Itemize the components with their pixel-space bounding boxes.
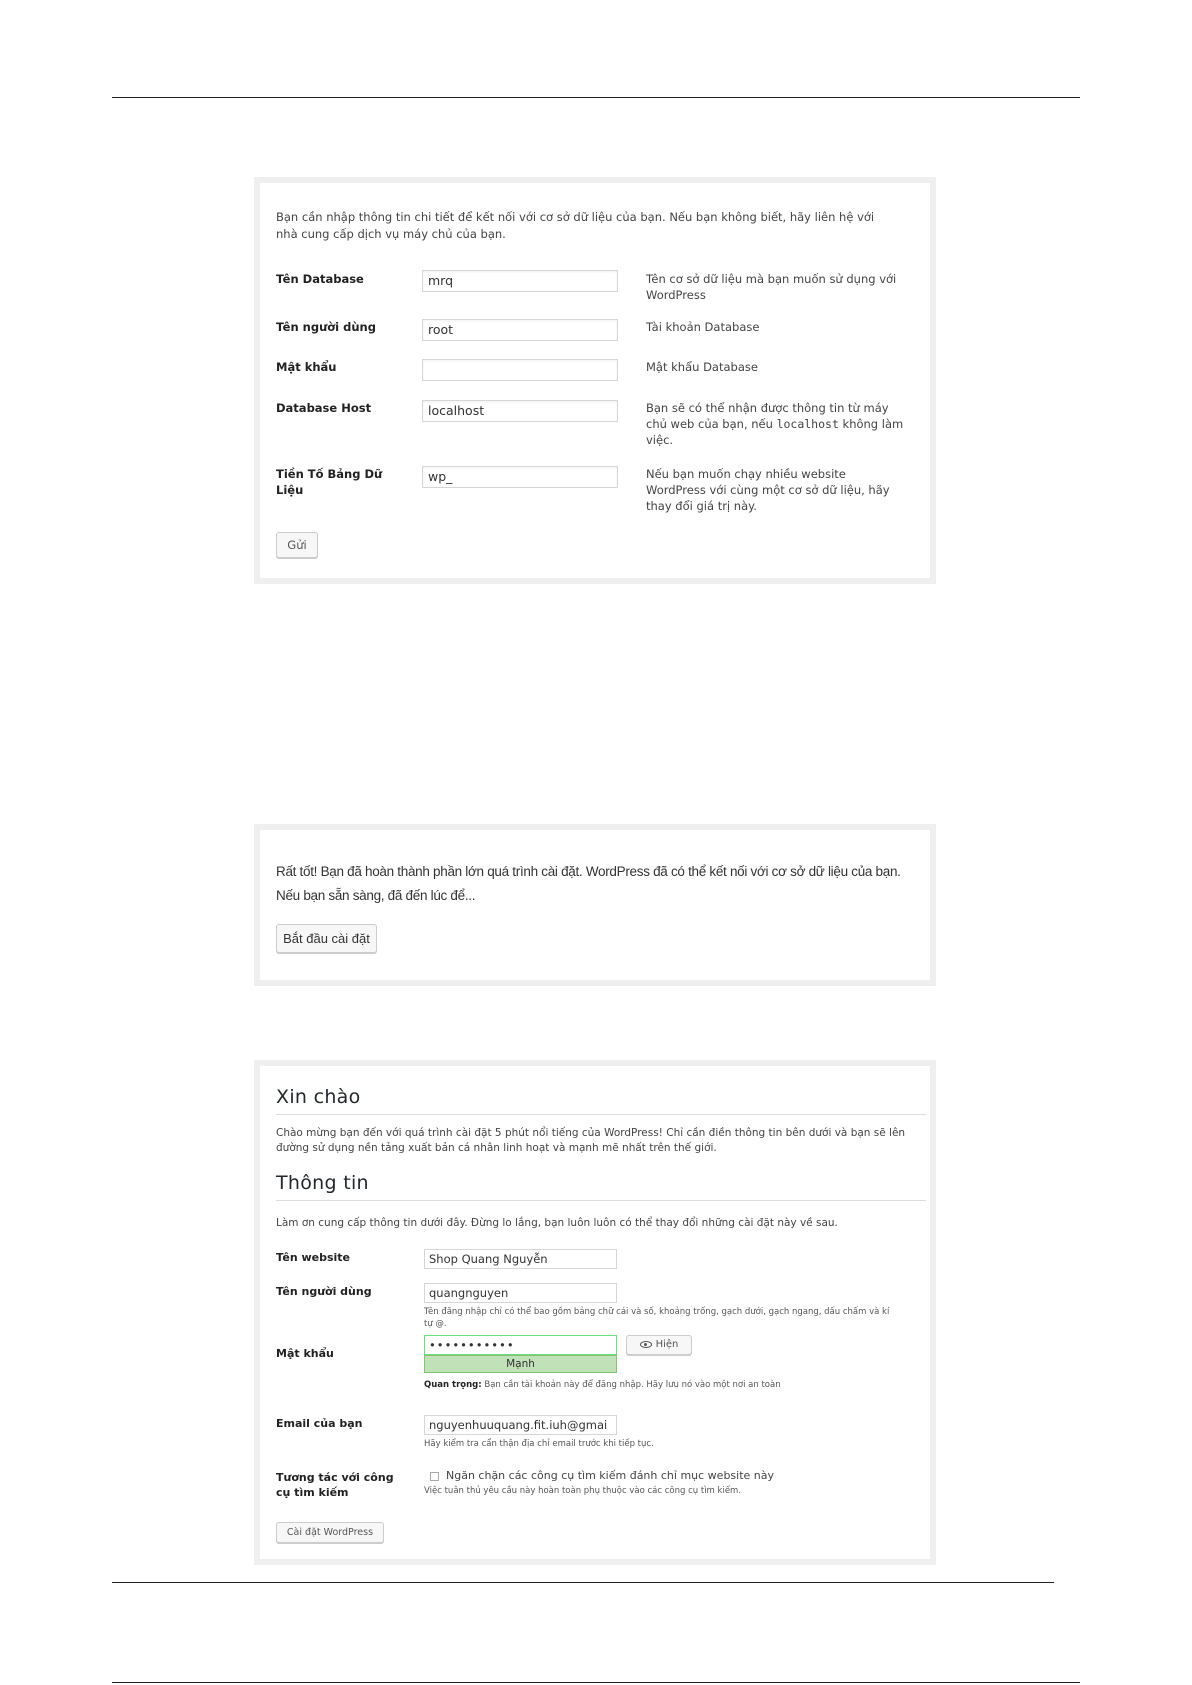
welcome-heading-rule <box>276 1114 926 1115</box>
table-prefix-input[interactable]: wp_ <box>422 466 618 488</box>
db-username-desc: Tài khoản Database <box>646 320 760 334</box>
search-engine-checkbox-label[interactable]: Ngăn chặn các công cụ tìm kiếm đánh chỉ mục website này <box>446 1469 775 1482</box>
info-intro: Làm ơn cung cấp thông tin dưới đây. Đừng lo lắng, bạn luôn luôn có thể thay đổi những cài đặt này về sau. <box>276 1217 838 1229</box>
search-engine-checkbox[interactable] <box>430 1472 439 1481</box>
dbname-input[interactable]: mrq <box>422 270 618 292</box>
welcome-screenshot <box>254 1060 936 1565</box>
eye-icon <box>640 1341 652 1348</box>
email-hint: Hãy kiểm tra cẩn thận địa chỉ email trước khi tiếp tục. <box>424 1439 654 1449</box>
password-label: Mật khẩu <box>276 1347 334 1360</box>
site-title-label: Tên website <box>276 1251 351 1264</box>
username-label: Tên người dùng <box>276 1285 372 1298</box>
db-host-desc-text: Bạn sẽ có thể nhận được thông tin từ máy chủ web của bạn, nếu <box>646 401 889 431</box>
db-password-desc: Mật khẩu Database <box>646 360 758 374</box>
email-input[interactable]: nguyenhuuquang.fit.iuh@gmai <box>424 1415 617 1435</box>
db-username-input[interactable]: root <box>422 319 618 341</box>
dbname-label: Tên Database <box>276 272 364 286</box>
db-setup-screenshot <box>254 177 936 584</box>
table-prefix-desc: Nếu bạn muốn chạy nhiều website WordPress với cùng một cơ sở dữ liệu, hãy thay đổi giá trị này. <box>646 467 890 513</box>
db-success-panel <box>260 830 930 980</box>
email-label: Email của bạn <box>276 1417 363 1430</box>
install-wordpress-button[interactable]: Cài đặt WordPress <box>276 1522 384 1543</box>
db-host-input[interactable]: localhost <box>422 400 618 422</box>
search-engine-hint: Việc tuân thủ yêu cầu này hoàn toàn phụ thuộc vào các công cụ tìm kiếm. <box>424 1486 742 1496</box>
username-hint: Tên đăng nhập chỉ có thể bao gồm bảng chữ cái và số, khoảng trống, gạch dưới, gạch ngang, dấu chấm và kí tự @. <box>424 1307 890 1329</box>
db-setup-panel <box>260 183 930 578</box>
db-success-screenshot <box>254 824 936 986</box>
start-install-button[interactable]: Bắt đầu cài đặt <box>276 924 377 953</box>
welcome-heading: Xin chào <box>276 1086 361 1108</box>
show-password-button[interactable] <box>626 1335 692 1355</box>
db-host-label: Database Host <box>276 401 372 415</box>
db-host-desc <box>646 400 906 448</box>
password-hint-text: Bạn cần tài khoản này để đăng nhập. Hãy lưu nó vào một nơi an toàn <box>481 1380 781 1390</box>
password-input[interactable]: ••••••••••• <box>424 1335 617 1355</box>
info-heading-rule <box>276 1200 926 1201</box>
dbname-desc: Tên cơ sở dữ liệu mà bạn muốn sử dụng với WordPress <box>646 272 897 302</box>
db-host-desc-tail: không làm việc. <box>646 417 904 447</box>
show-password-label: Hiện <box>655 1339 679 1350</box>
page-bottom-rule <box>112 1682 1080 1683</box>
table-prefix-label: Tiền Tố Bảng Dữ Liệu <box>276 467 383 497</box>
password-strength-meter: Mạnh <box>424 1355 617 1373</box>
password-hint <box>424 1379 894 1391</box>
info-heading: Thông tin <box>276 1172 369 1194</box>
password-hint-bold: Quan trọng: <box>424 1380 482 1390</box>
db-username-label: Tên người dùng <box>276 320 376 334</box>
footer-rule <box>112 1582 1054 1583</box>
db-success-message: Rất tốt! Bạn đã hoàn thành phần lớn quá trình cài đặt. WordPress đã có thể kết nối với cơ sở dữ liệu của bạn. Nếu bạn sẵn sàng, đã đến lúc để... <box>276 864 901 903</box>
db-password-label: Mật khẩu <box>276 360 337 374</box>
welcome-intro: Chào mừng bạn đến với quá trình cài đặt 5 phút nổi tiếng của WordPress! Chỉ cần điền thông tin bên dưới và bạn sẽ lên đường sử dụng nền tảng xuất bản cá nhân linh hoạt và mạnh mẽ nhất trên thế giới. <box>276 1127 906 1154</box>
db-setup-intro: Bạn cần nhập thông tin chi tiết để kết nối với cơ sở dữ liệu của bạn. Nếu bạn không biết, hãy liên hệ với nhà cung cấp dịch vụ máy chủ của bạn. <box>276 210 875 241</box>
db-host-desc-code: localhost <box>776 417 839 431</box>
db-password-input[interactable] <box>422 359 618 381</box>
site-title-input[interactable]: Shop Quang Nguyễn <box>424 1249 617 1269</box>
submit-button[interactable]: Gửi <box>276 532 318 558</box>
header-rule <box>112 97 1080 98</box>
search-engine-label: Tương tác với công cụ tìm kiếm <box>276 1471 394 1499</box>
username-input[interactable]: quangnguyen <box>424 1283 617 1303</box>
welcome-panel <box>260 1066 930 1559</box>
